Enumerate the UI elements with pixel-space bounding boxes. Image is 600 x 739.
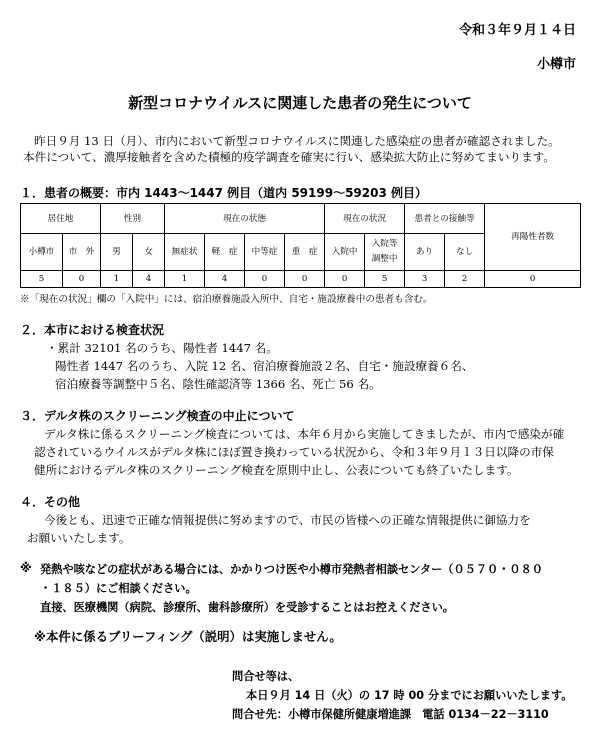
sub-header-adjusting: 入院等 調整中	[365, 234, 405, 271]
contact-deadline: 本日９月 14 日（火）の 17 時 00 分までにお願いいたします。	[246, 689, 573, 702]
sub-header-hospitalized: 入院中	[325, 234, 365, 271]
sub-header-severe: 重 症	[285, 234, 325, 271]
section-2-line-1: ・累計 32101 名のうち、陽性者 1447 名。	[46, 341, 278, 355]
table-cell: 5	[21, 271, 63, 288]
group-header-repositive: 再陽性者数	[485, 204, 581, 271]
section-3-line-3: 健所におけるデルタ株のスクリーニング検査を原則中止し、公表についても終了いたします。	[34, 463, 519, 477]
section-2-heading: ２．本市における検査状況	[20, 323, 165, 337]
sub-header-contact-yes: あり	[405, 234, 445, 271]
table-cell: 1	[165, 271, 205, 288]
group-header-contact: 患者との接触等	[405, 204, 485, 234]
notice-line-3: 直接、医療機関（病院、診療所、歯科診療所）を受診することはお控えください。	[40, 601, 454, 614]
table-cell: 2	[445, 271, 485, 288]
release-date: 令和３年９月１４日	[458, 23, 576, 38]
section-2-line-2: 陽性者 1447 名のうち、入院 12 名、宿泊療養施設２名、自宅・施設療養６名、	[55, 359, 474, 373]
sub-header-mild: 軽 症	[205, 234, 245, 271]
section-4-line-2: お願いいたします。	[27, 531, 131, 545]
notice-mark: ※	[20, 561, 32, 575]
section-3-line-1: デルタ株に係るスクリーニング検査については、本年６月から実施してきましたが、市内で感染が確	[44, 427, 565, 441]
sub-header-asymptomatic: 無症状	[165, 234, 205, 271]
sub-header-outside: 市 外	[63, 234, 101, 271]
sub-header-female: 女	[133, 234, 165, 271]
group-header-situation: 現在の状況	[325, 204, 405, 234]
contact-lead: 問合せ等は、	[232, 670, 300, 683]
intro-line-1: 昨日９月 13 日（月）、市内において新型コロナウイルスに関連した感染症の患者が確認されました。	[34, 134, 560, 148]
section-3-line-2: 認されているウイルスがデルタ株にほぼ置き換わっている状況から、令和３年９月１３日以降の市保	[34, 445, 554, 459]
patient-summary-table	[20, 203, 581, 288]
section-2-line-3: 宿泊療養等調整中５名、陰性確認済等 1366 名、死亡 56 名。	[55, 377, 381, 391]
table-footnote: ※「現在の状況」欄の「入院中」には、宿泊療養施設入所中、自宅・施設療養中の患者も含む。	[20, 294, 433, 305]
table-cell: 3	[405, 271, 445, 288]
notice-line-2: ・１８５）にご相談ください。	[40, 582, 197, 595]
group-header-condition: 現在の状態	[165, 204, 325, 234]
section-4-line-1: 今後とも、迅速で正確な情報提供に努めますので、市民の皆様への正確な情報提供に御協力を	[44, 513, 531, 527]
table-cell: 5	[365, 271, 405, 288]
section-1-heading: １．患者の概要：市内 1443～1447 例目（道内 59199～59203 例目）	[20, 186, 428, 200]
notice-line-1: 発熱や咳などの症状がある場合には、かかりつけ医や小樽市発熱者相談センター（０５７０・０８０	[40, 563, 543, 576]
sub-header-contact-no: なし	[445, 234, 485, 271]
intro-line-2: 本件について、濃厚接触者を含めた積極的疫学調査を確実に行い、感染拡大防止に努めてまいります。	[23, 150, 555, 164]
table-cell: 0	[245, 271, 285, 288]
sub-header-male: 男	[101, 234, 133, 271]
section-3-heading: ３．デルタ株のスクリーニング検査の中止について	[20, 409, 295, 423]
issuer-name: 小樽市	[536, 57, 576, 72]
table-cell: 0	[485, 271, 581, 288]
table-cell: 0	[325, 271, 365, 288]
table-cell: 1	[101, 271, 133, 288]
sub-header-moderate: 中等症	[245, 234, 285, 271]
section-4-heading: ４．その他	[20, 495, 81, 509]
table-cell: 0	[63, 271, 101, 288]
contact-line: 問合せ先：小樽市保健所健康増進課 電話 0134－22－3110	[232, 708, 549, 721]
group-header-sex: 性別	[101, 204, 165, 234]
sub-header-otaru: 小樽市	[21, 234, 63, 271]
group-header-residence: 居住地	[21, 204, 101, 234]
table-cell: 4	[133, 271, 165, 288]
table-cell: 0	[285, 271, 325, 288]
page-title: 新型コロナウイルスに関連した患者の発生について	[128, 94, 472, 112]
briefing-notice: ※本件に係るブリーフィング（説明）は実施しません。	[34, 629, 342, 644]
table-cell: 4	[205, 271, 245, 288]
